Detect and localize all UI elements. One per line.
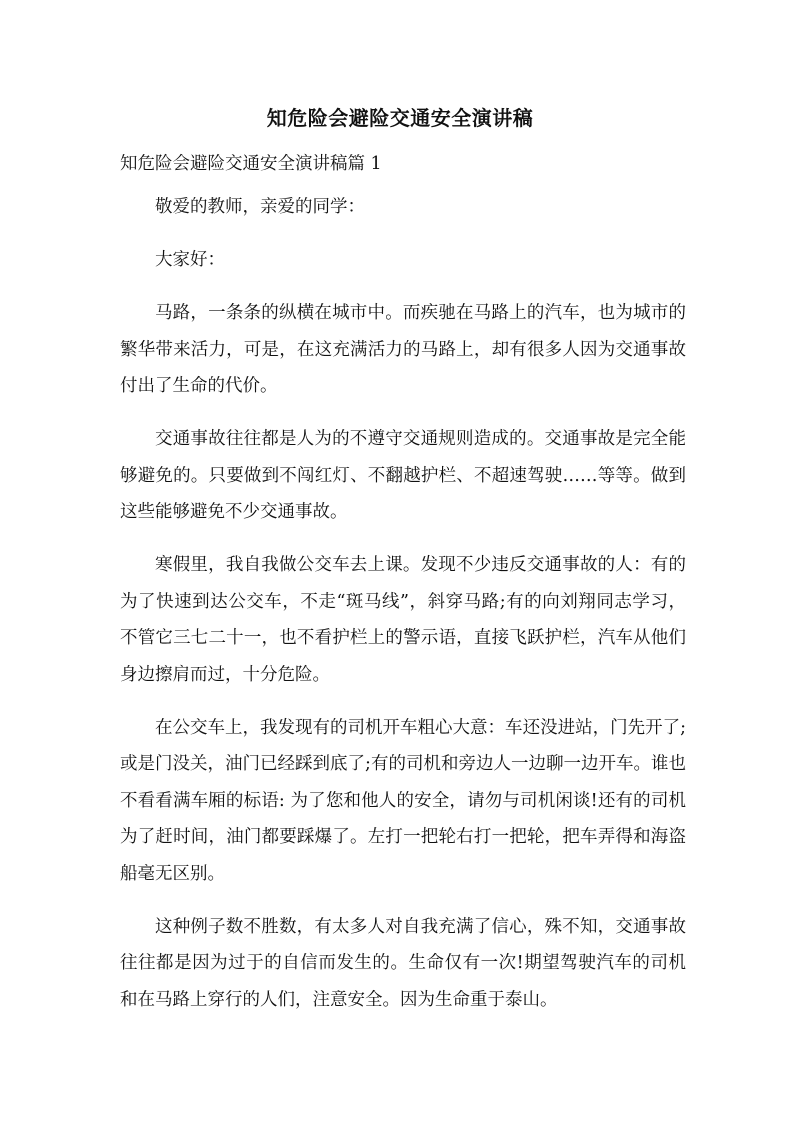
paragraph-greeting: 敬爱的教师，亲爱的同学： <box>155 197 365 217</box>
paragraph: 交通事故往往都是人为的不遵守交通规则造成的。交通事故是完全能够避免的。只要做到不闯红灯、不翻越护栏、不超速驾驶……等等。做到这些能够避免不少交通事故。 <box>120 429 686 522</box>
paragraph-hello: 大家好： <box>155 250 225 270</box>
paragraph: 寒假里，我自我做公交车去上课。发现不少违反交通事故的人：有的为了快速到达公交车，不走“斑马线”，斜穿马路;有的向刘翔同志学习，不管它三七二十一，也不看护栏上的警示语，直接飞跃护栏，汽车从他们身边擦肩而过，十分危险。 <box>120 555 686 685</box>
document-title: 知危险会避险交通安全演讲稿 <box>266 106 534 130</box>
paragraph: 马路，一条条的纵横在城市中。而疾驰在马路上的汽车，也为城市的繁华带来活力，可是，在这充满活力的马路上，却有很多人因为交通事故付出了生命的代价。 <box>120 303 686 396</box>
paragraph: 在公交车上，我发现有的司机开车粗心大意：车还没进站，门先开了;或是门没关，油门已经踩到底了;有的司机和旁边人一边聊一边开车。谁也不看看满车厢的标语: 为了您和他人的安全，请勿与司机闲谈!还有的司机为了赶时间，油门都要踩爆了。左打一把轮右打一把轮，把车弄得和海盗船毫无区别。 <box>120 717 686 884</box>
paragraph: 这种例子数不胜数，有太多人对自我充满了信心，殊不知，交通事故往往都是因为过于的自信而发生的。生命仅有一次!期望驾驶汽车的司机和在马路上穿行的人们，注意安全。因为生命重于泰山。 <box>120 916 686 1010</box>
document-body <box>120 189 686 1035</box>
document-subtitle: 知危险会避险交通安全演讲稿篇 1 <box>120 154 382 174</box>
